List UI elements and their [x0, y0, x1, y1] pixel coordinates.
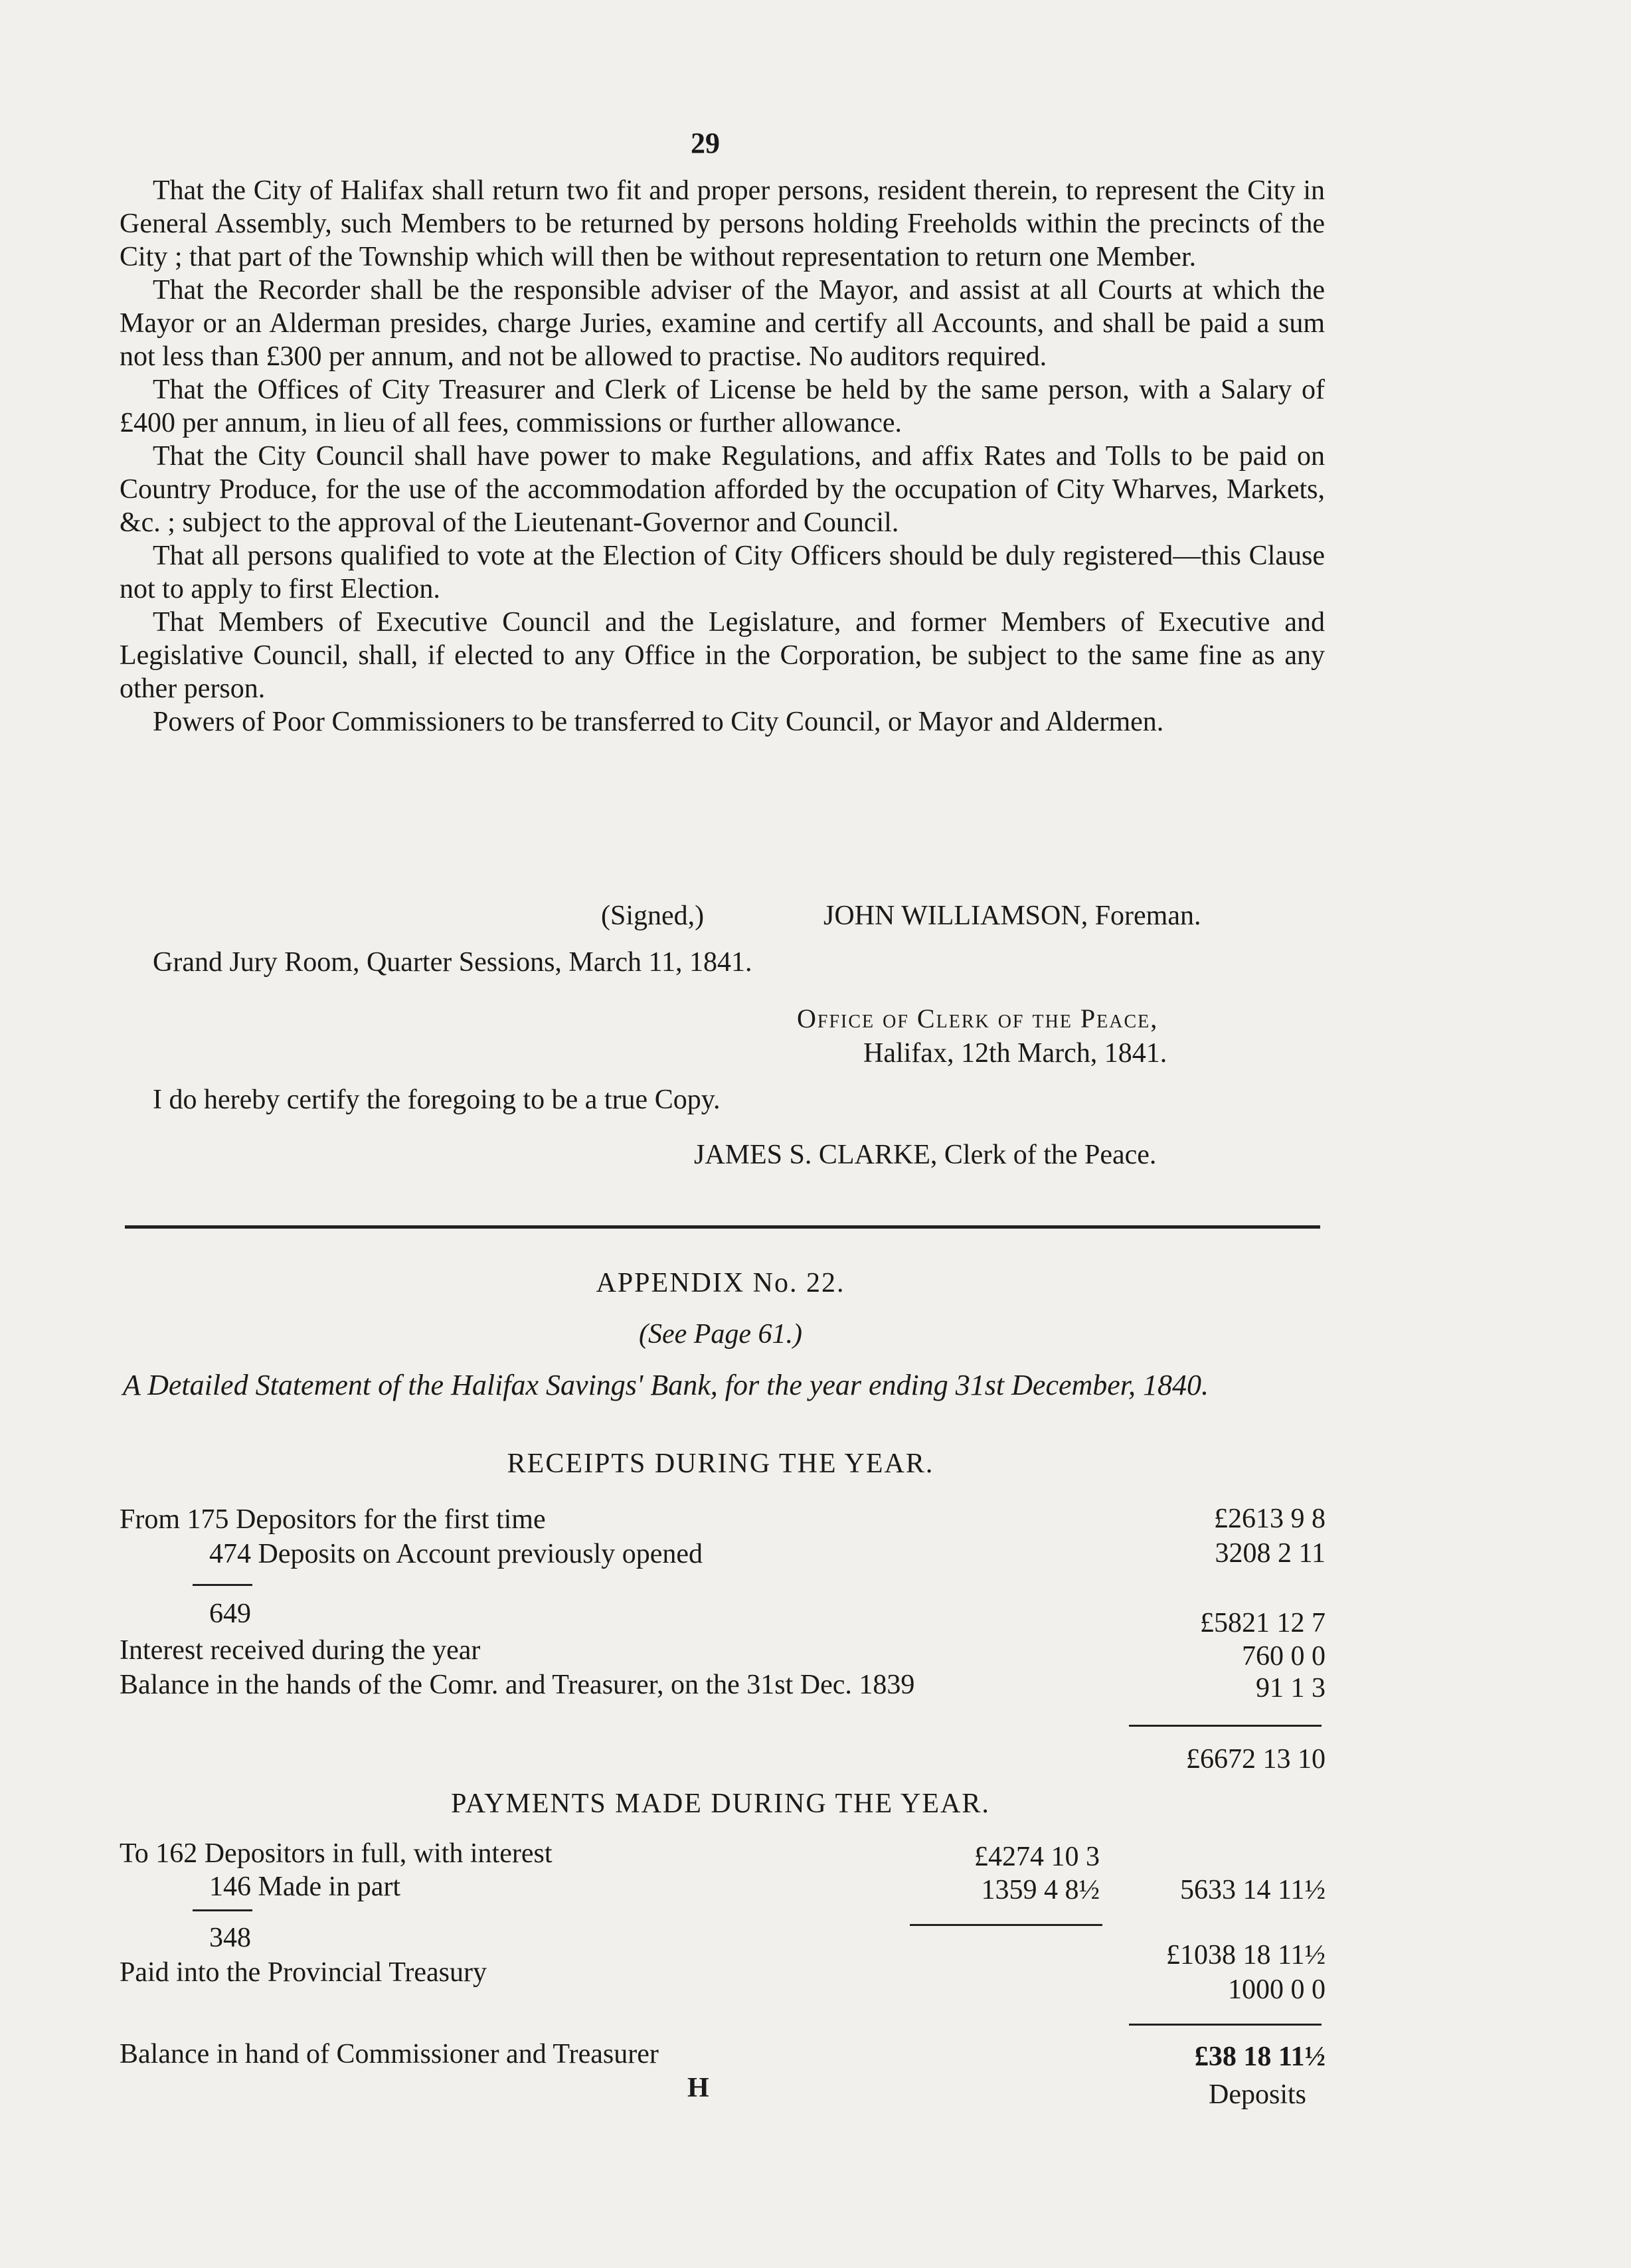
receipts-heading: RECEIPTS DURING THE YEAR.: [507, 1448, 934, 1479]
interest-amount: 760 0 0: [1242, 1641, 1326, 1672]
paragraph: That the City of Halifax shall return two fit and proper persons, resident therein, to represent the City in General Assembly, such Members to be returned by persons holding Freeholds within the precincts of the City ; that part of the Township which will then be without representation to return one Member.: [120, 175, 1325, 272]
payment-amount: £4274 10 3: [974, 1842, 1100, 1872]
paragraph: That the City Council shall have power to make Regulations, and affix Rates and Tolls to be paid on Country Produce, for the use of the accommodation afforded by the occupation of City Wharves, Markets, &c. ; subject to the approval of the Lieutenant-Governor and Council.: [120, 441, 1325, 538]
catchword: Deposits: [1209, 2079, 1306, 2110]
foreman-signature: JOHN WILLIAMSON, Foreman.: [823, 901, 1201, 931]
signed-label: (Signed,): [601, 901, 705, 931]
payment-rule: [910, 1924, 1102, 1926]
balance-label: Balance in the hands of the Comr. and Treasurer, on the 31st Dec. 1839: [120, 1670, 915, 1700]
final-balance-amount: £38 18 11½: [1194, 2042, 1326, 2072]
count-rule: [193, 1909, 252, 1911]
payment-label: 146 Made in part: [209, 1872, 401, 1902]
paragraph: That Members of Executive Council and the Legislature, and former Members of Executive and Legislative Council, shall, if elected to any Office in the Corporation, be subject to the same fine as any other person.: [120, 607, 1325, 704]
resolutions-text: [120, 174, 1325, 739]
treasury-label: Paid into the Provincial Treasury: [120, 1957, 487, 1988]
jury-room-line: Grand Jury Room, Quarter Sessions, March 11, 1841.: [153, 947, 752, 978]
paragraph: Powers of Poor Commissioners to be transferred to City Council, or Mayor and Aldermen.: [153, 707, 1164, 737]
receipt-label: 474 Deposits on Account previously opened: [209, 1539, 703, 1569]
receipt-subtotal-amount: £5821 12 7: [1200, 1608, 1326, 1638]
receipt-subtotal-count: 649: [209, 1599, 251, 1629]
receipts-total: £6672 13 10: [1186, 1744, 1326, 1775]
clerk-signature: JAMES S. CLARKE, Clerk of the Peace.: [694, 1140, 1157, 1170]
page-number: 29: [691, 127, 720, 159]
total-rule: [1129, 1725, 1322, 1727]
payment-subtotal-count: 348: [209, 1923, 251, 1953]
section-divider: [125, 1225, 1320, 1229]
see-page-note: (See Page 61.): [638, 1319, 803, 1350]
paragraph: That the Offices of City Treasurer and Clerk of License be held by the same person, with a Salary of £400 per annum, in lieu of all fees, commissions or further allowance.: [120, 375, 1325, 438]
treasury-amount: 1000 0 0: [1228, 1974, 1326, 2005]
payment-label: To 162 Depositors in full, with interest: [120, 1838, 553, 1869]
receipt-amount: 3208 2 11: [1215, 1538, 1326, 1569]
paragraph: That the Recorder shall be the responsible adviser of the Mayor, and assist at all Courts at which the Mayor or an Alderman presides, charge Juries, examine and certify all Accounts, and shall be paid a sum not less than £300 per annum, and not be allowed to practise. No auditors required.: [120, 275, 1325, 372]
signature-mark: H: [687, 2073, 709, 2103]
final-balance-label: Balance in hand of Commissioner and Treasurer: [120, 2039, 659, 2069]
paragraph: That all persons qualified to vote at the Election of City Officers should be duly registered—this Clause not to apply to first Election.: [120, 541, 1325, 604]
count-rule: [193, 1584, 252, 1586]
balance-amount: 91 1 3: [1256, 1673, 1326, 1703]
interest-label: Interest received during the year: [120, 1635, 481, 1666]
payment-net-amount: £1038 18 11½: [1166, 1940, 1326, 1970]
appendix-heading: APPENDIX No. 22.: [596, 1268, 845, 1298]
final-rule: [1129, 2024, 1322, 2026]
statement-title: A Detailed Statement of the Halifax Savings' Bank, for the year ending 31st December, 1840.: [123, 1369, 1209, 1401]
receipt-label: From 175 Depositors for the first time: [120, 1504, 546, 1535]
office-title: Office of Clerk of the Peace,: [797, 1003, 1159, 1033]
office-date: Halifax, 12th March, 1841.: [863, 1038, 1167, 1069]
payment-amount: 1359 4 8½: [981, 1875, 1100, 1905]
payments-subtotal: 5633 14 11½: [1180, 1875, 1326, 1905]
receipt-amount: £2613 9 8: [1214, 1504, 1326, 1534]
payments-heading: PAYMENTS MADE DURING THE YEAR.: [451, 1788, 990, 1819]
certify-line: I do hereby certify the foregoing to be a true Copy.: [153, 1085, 721, 1115]
